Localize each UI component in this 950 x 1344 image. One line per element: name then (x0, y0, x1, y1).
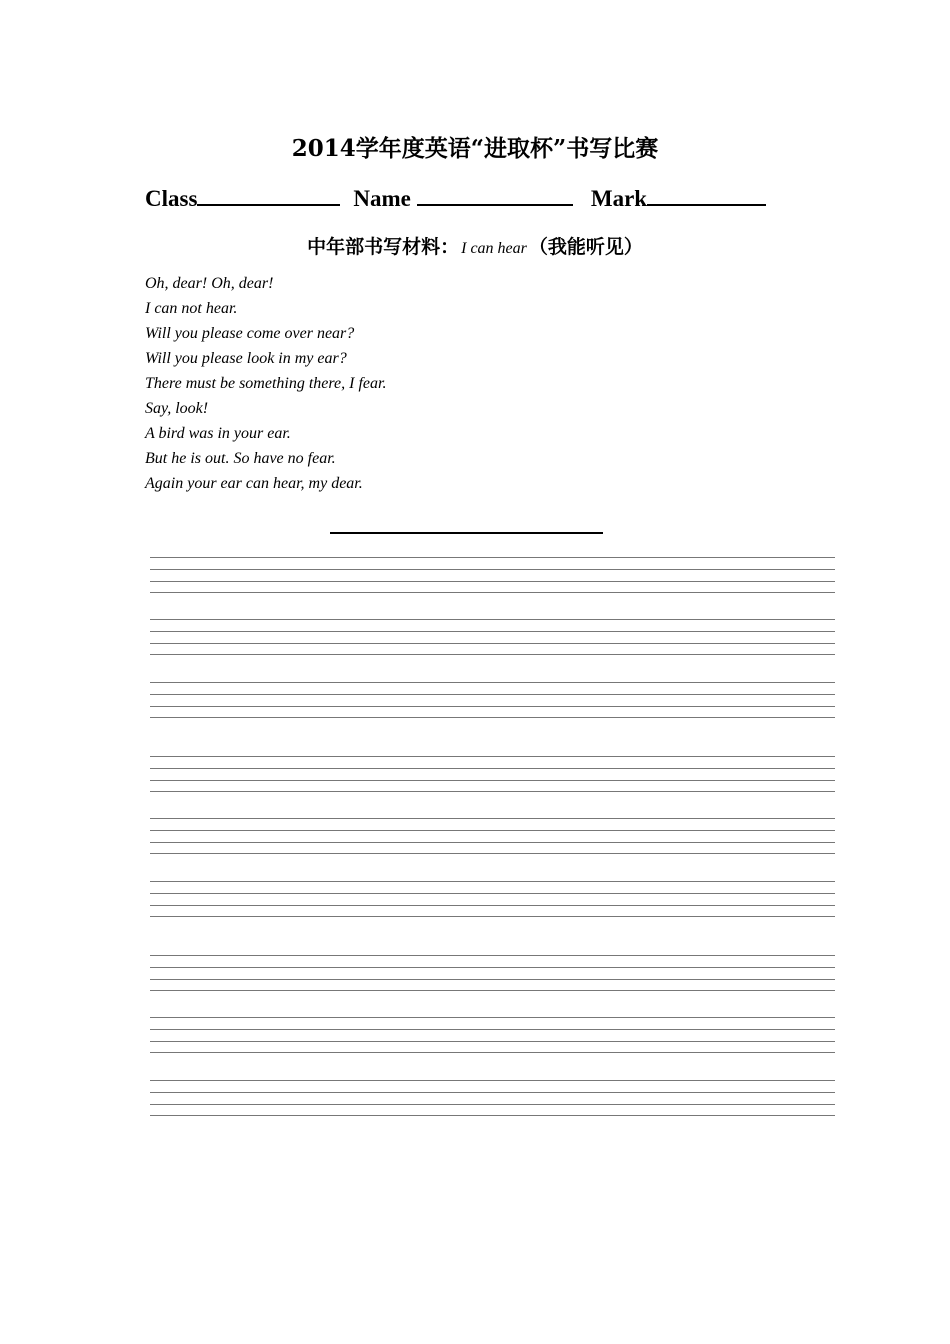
poem-line: Will you please look in my ear? (145, 350, 347, 367)
writing-staff[interactable] (150, 756, 835, 796)
class-blank[interactable] (197, 184, 340, 206)
poem-line: Say, look! (145, 400, 209, 417)
writing-rule (150, 1029, 835, 1030)
writing-staff[interactable] (150, 619, 835, 659)
class-label: Class (145, 186, 198, 211)
writing-rule (150, 682, 835, 683)
poem-line: But he is out. So have no fear. (145, 450, 336, 467)
writing-rule (150, 916, 835, 917)
writing-rule (150, 955, 835, 956)
writing-rule (150, 893, 835, 894)
writing-rule (150, 1017, 835, 1018)
writing-staff[interactable] (150, 881, 835, 921)
writing-staff[interactable] (150, 955, 835, 995)
writing-rule (150, 1115, 835, 1116)
poem-text (145, 271, 386, 496)
info-fields (145, 183, 825, 215)
writing-rule (150, 791, 835, 792)
writing-rule (150, 768, 835, 769)
writing-rule (150, 557, 835, 558)
name-blank[interactable] (417, 184, 573, 206)
writing-rule (150, 881, 835, 882)
mark-label: Mark (590, 186, 648, 211)
material-title-en: I can hear (461, 240, 527, 257)
writing-rule (150, 979, 835, 980)
writing-rule (150, 756, 835, 757)
writing-rule (150, 643, 835, 644)
writing-staff[interactable] (150, 682, 835, 722)
writing-rule (150, 780, 835, 781)
poem-line: Will you please come over near? (145, 325, 355, 342)
writing-rule (150, 619, 835, 620)
writing-rule (150, 1104, 835, 1105)
poem-line: I can not hear. (145, 300, 238, 317)
poem-line: Oh, dear! Oh, dear! (145, 275, 274, 292)
mark-blank[interactable] (647, 184, 766, 206)
writing-title-blank[interactable] (330, 532, 603, 534)
writing-rule (150, 592, 835, 593)
writing-staff[interactable] (150, 557, 835, 597)
writing-rule (150, 581, 835, 582)
writing-rule (150, 1092, 835, 1093)
material-title-cn: （我能听见） (528, 236, 643, 258)
page-title: 2014学年度英语“进取杯”书写比赛 (291, 135, 659, 162)
writing-rule (150, 1052, 835, 1053)
writing-rule (150, 569, 835, 570)
material-heading (0, 232, 950, 264)
writing-rule (150, 990, 835, 991)
writing-rule (150, 818, 835, 819)
writing-rule (150, 967, 835, 968)
material-label: 中年部书写材料： (307, 236, 460, 258)
writing-rule (150, 830, 835, 831)
poem-line: There must be something there, I fear. (145, 375, 387, 392)
name-label: Name (353, 186, 411, 211)
writing-rule (150, 1041, 835, 1042)
poem-line: A bird was in your ear. (145, 425, 291, 442)
writing-rule (150, 631, 835, 632)
writing-staff[interactable] (150, 1080, 835, 1120)
writing-staff[interactable] (150, 1017, 835, 1057)
writing-rule (150, 905, 835, 906)
writing-rule (150, 706, 835, 707)
poem-line: Again your ear can hear, my dear. (145, 475, 363, 492)
writing-rule (150, 717, 835, 718)
writing-rule (150, 1080, 835, 1081)
writing-rule (150, 694, 835, 695)
writing-rule (150, 654, 835, 655)
writing-staff[interactable] (150, 818, 835, 858)
writing-rule (150, 842, 835, 843)
writing-rule (150, 853, 835, 854)
